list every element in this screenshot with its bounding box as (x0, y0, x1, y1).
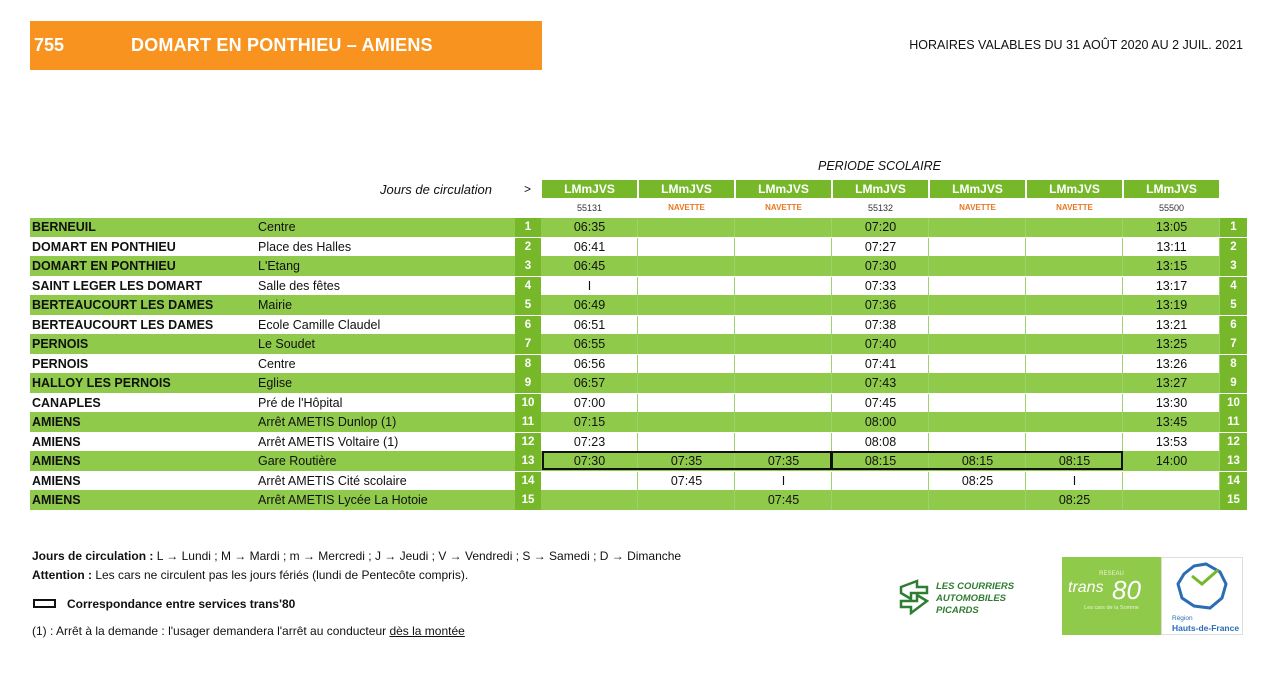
stop-number-right: 2 (1220, 238, 1247, 257)
courriers-line-3: PICARDS (936, 605, 979, 616)
time-cell (930, 374, 1026, 393)
commune-name: AMIENS (32, 434, 81, 449)
stop-number: 1 (515, 218, 541, 237)
column-days-7: LMmJVS (1124, 180, 1219, 198)
time-cell (542, 491, 638, 510)
time-cell: 13:53 (1124, 433, 1220, 452)
time-cell (930, 316, 1026, 335)
table-row (30, 491, 1247, 510)
time-cell (930, 296, 1026, 315)
correspondence-legend: Correspondance entre services trans'80 (67, 597, 296, 611)
time-cell: 13:19 (1124, 296, 1220, 315)
region-name: Hauts-de-France (1172, 623, 1240, 633)
time-cell: 07:30 (833, 257, 929, 276)
stop-number-right: 14 (1220, 472, 1247, 491)
time-cell (1027, 413, 1123, 432)
stop-number: 12 (515, 433, 541, 452)
time-cell (1027, 238, 1123, 257)
time-cell: 08:00 (833, 413, 929, 432)
time-cell (930, 335, 1026, 354)
trans80-tagline: Les cars de la Somme (1084, 605, 1139, 611)
column-days-5: LMmJVS (930, 180, 1025, 198)
commune-name: AMIENS (32, 454, 81, 468)
stop-number-right: 10 (1220, 394, 1247, 413)
stop-number: 3 (515, 257, 541, 276)
correspondence-symbol (33, 599, 56, 608)
commune-name: BERNEUIL (32, 220, 96, 234)
stop-name: Arrêt AMETIS Dunlop (1) (258, 415, 397, 429)
time-cell: 07:41 (833, 355, 929, 374)
commune-name: AMIENS (32, 415, 81, 429)
stop-number-right: 5 (1220, 296, 1247, 315)
stop-number-right: 15 (1220, 491, 1247, 510)
stop-number-right: 9 (1220, 374, 1247, 393)
time-cell: 07:27 (833, 238, 929, 257)
time-cell (1027, 218, 1123, 237)
trans80-number: 80 (1112, 575, 1141, 605)
commune-name: SAINT LEGER LES DOMART (32, 278, 203, 293)
time-cell (1027, 433, 1123, 452)
table-row (30, 257, 1247, 276)
courriers-arrow-icon (897, 579, 931, 615)
time-cell: 13:05 (1124, 218, 1220, 237)
time-cell: 08:15 (1027, 452, 1123, 471)
time-cell (639, 433, 735, 452)
time-cell (736, 238, 832, 257)
time-cell (736, 355, 832, 374)
column-days-3: LMmJVS (736, 180, 831, 198)
on-demand-text: (1) : Arrêt à la demande : l'usager demandera l'arrêt au conducteur (32, 624, 390, 638)
time-cell: I (542, 277, 638, 296)
time-cell: 06:56 (542, 355, 638, 374)
stop-name: Arrêt AMETIS Lycée La Hotoie (258, 493, 428, 507)
time-cell: 07:15 (542, 413, 638, 432)
column-navette-3: NAVETTE (765, 203, 802, 212)
table-row (30, 413, 1247, 432)
time-cell (736, 335, 832, 354)
time-cell (1027, 257, 1123, 276)
time-cell: I (1027, 472, 1123, 491)
courriers-line-1: LES COURRIERS (936, 581, 1015, 592)
trans80-reseau: RESEAU (1099, 571, 1124, 577)
stop-name: Eglise (258, 376, 293, 390)
stop-number: 15 (515, 491, 541, 510)
time-cell: 07:36 (833, 296, 929, 315)
stop-name: Pré de l'Hôpital (258, 395, 343, 410)
time-cell (736, 277, 832, 296)
time-cell (833, 491, 929, 510)
time-cell: 07:38 (833, 316, 929, 335)
time-cell (639, 413, 735, 432)
commune-name: PERNOIS (32, 337, 89, 351)
time-cell (930, 491, 1026, 510)
stop-number: 8 (515, 355, 541, 374)
time-cell: 13:21 (1124, 316, 1220, 335)
courriers-line-2: AUTOMOBILES (936, 593, 1007, 604)
table-row (30, 277, 1247, 296)
time-cell: 07:20 (833, 218, 929, 237)
time-cell: 07:35 (639, 452, 735, 471)
stop-name: Arrêt AMETIS Cité scolaire (258, 473, 407, 488)
stop-number: 9 (515, 374, 541, 393)
table-row (30, 296, 1247, 315)
days-of-service-label: Jours de circulation (380, 182, 492, 197)
time-cell (639, 296, 735, 315)
time-cell (930, 413, 1026, 432)
stop-number: 7 (515, 335, 541, 354)
attention-note (32, 568, 468, 582)
time-cell (1124, 472, 1220, 491)
table-row (30, 374, 1247, 393)
table-row (30, 433, 1247, 452)
time-cell (930, 355, 1026, 374)
time-cell (639, 355, 735, 374)
time-cell: 14:00 (1124, 452, 1220, 471)
time-cell: 07:40 (833, 335, 929, 354)
stop-number-right: 3 (1220, 257, 1247, 276)
time-cell (639, 316, 735, 335)
on-demand-underlined: dès la montée (389, 624, 465, 638)
table-row (30, 394, 1247, 413)
time-cell: 07:45 (833, 394, 929, 413)
trans80-logo (1062, 557, 1161, 635)
time-cell: 08:08 (833, 433, 929, 452)
table-row (30, 238, 1247, 257)
time-cell (736, 374, 832, 393)
time-cell (930, 218, 1026, 237)
route-name: DOMART EN PONTHIEU – AMIENS (131, 35, 433, 55)
column-days-1: LMmJVS (542, 180, 637, 198)
time-cell: 07:00 (542, 394, 638, 413)
time-cell: 08:25 (930, 472, 1026, 491)
stop-number-right: 11 (1220, 413, 1247, 432)
time-cell: 06:51 (542, 316, 638, 335)
time-cell: 08:15 (930, 452, 1026, 471)
table-row (30, 316, 1247, 335)
time-cell (1027, 335, 1123, 354)
time-cell (1124, 491, 1220, 510)
column-navette-2: NAVETTE (668, 203, 705, 212)
region-small: Région (1172, 615, 1193, 622)
time-cell: 07:23 (542, 433, 638, 452)
time-cell: 13:25 (1124, 335, 1220, 354)
column-navette-6: NAVETTE (1056, 203, 1093, 212)
column-days-2: LMmJVS (639, 180, 734, 198)
time-cell: 13:17 (1124, 277, 1220, 296)
region-logo (1161, 557, 1243, 635)
stop-number-right: 1 (1220, 218, 1247, 237)
time-cell (639, 335, 735, 354)
stop-name: Salle des fêtes (258, 278, 340, 293)
commune-name: PERNOIS (32, 356, 89, 371)
stop-number: 11 (515, 413, 541, 432)
stop-name: Centre (258, 356, 296, 371)
time-cell (542, 472, 638, 491)
column-service-number-7: 55500 (1158, 203, 1185, 213)
time-cell (639, 374, 735, 393)
time-cell: 08:15 (833, 452, 929, 471)
validity-dates: HORAIRES VALABLES DU 31 AOÛT 2020 AU 2 JUIL. 2021 (909, 38, 1243, 52)
time-cell (930, 257, 1026, 276)
correspondence-box-1 (542, 451, 832, 470)
time-cell: 08:25 (1027, 491, 1123, 510)
stop-number-right: 7 (1220, 335, 1247, 354)
column-navette-5: NAVETTE (959, 203, 996, 212)
commune-name: BERTEAUCOURT LES DAMES (32, 317, 214, 332)
period-label: PERIODE SCOLAIRE (818, 159, 941, 173)
commune-name: CANAPLES (32, 395, 101, 410)
stop-name: L'Etang (258, 259, 301, 273)
time-cell (736, 218, 832, 237)
stop-number: 13 (515, 452, 541, 471)
attention-title: Attention : (32, 568, 92, 582)
time-cell (639, 491, 735, 510)
time-cell: 13:30 (1124, 394, 1220, 413)
time-cell (930, 238, 1026, 257)
time-cell (639, 394, 735, 413)
time-cell: 06:49 (542, 296, 638, 315)
stop-name: Centre (258, 220, 296, 234)
stop-number-right: 13 (1220, 452, 1247, 471)
time-cell (1027, 277, 1123, 296)
time-cell (930, 394, 1026, 413)
stop-name: Arrêt AMETIS Voltaire (1) (258, 434, 399, 449)
commune-name: AMIENS (32, 493, 81, 507)
time-cell (736, 433, 832, 452)
column-days-4: LMmJVS (833, 180, 928, 198)
attention-text: Les cars ne circulent pas les jours fériés (lundi de Pentecôte compris). (91, 568, 469, 582)
stop-name: Gare Routière (258, 454, 337, 468)
time-cell: 07:45 (736, 491, 832, 510)
time-cell (639, 218, 735, 237)
stop-name: Mairie (258, 298, 293, 312)
time-cell: 13:45 (1124, 413, 1220, 432)
commune-name: BERTEAUCOURT LES DAMES (32, 298, 214, 312)
time-cell (736, 413, 832, 432)
time-cell: 07:45 (639, 472, 735, 491)
commune-name: DOMART EN PONTHIEU (32, 259, 176, 273)
column-days-6: LMmJVS (1027, 180, 1122, 198)
commune-name: HALLOY LES PERNOIS (32, 376, 171, 390)
time-cell: 06:57 (542, 374, 638, 393)
time-cell (639, 238, 735, 257)
time-cell (736, 316, 832, 335)
stop-name: Ecole Camille Claudel (258, 317, 381, 332)
stop-number: 5 (515, 296, 541, 315)
time-cell (833, 472, 929, 491)
stop-number: 6 (515, 316, 541, 335)
time-cell (1027, 374, 1123, 393)
stop-name: Place des Halles (258, 239, 352, 254)
days-arrow: > (524, 182, 532, 196)
route-header (30, 21, 542, 70)
route-number: 755 (34, 35, 65, 55)
correspondence-box-2 (831, 451, 1123, 470)
time-cell: 06:55 (542, 335, 638, 354)
time-cell (639, 277, 735, 296)
stop-number: 14 (515, 472, 541, 491)
days-legend-text: L → Lundi ; M → Mardi ; m → Mercredi ; J → Jeudi ; V → Vendredi ; S → Samedi ; D → Dimanche (153, 549, 682, 563)
time-cell: 13:26 (1124, 355, 1220, 374)
table-row (30, 355, 1247, 374)
time-cell: 07:35 (736, 452, 832, 471)
table-row (30, 335, 1247, 354)
time-cell: 13:11 (1124, 238, 1220, 257)
stop-number-right: 4 (1220, 277, 1247, 296)
time-cell (930, 433, 1026, 452)
time-cell (1027, 296, 1123, 315)
days-legend (32, 549, 681, 563)
time-cell (736, 257, 832, 276)
stop-number: 2 (515, 238, 541, 257)
time-cell: I (736, 472, 832, 491)
time-cell (1027, 316, 1123, 335)
stop-name: Le Soudet (258, 337, 315, 351)
time-cell: 06:35 (542, 218, 638, 237)
time-cell (1027, 355, 1123, 374)
trans80-name: trans (1068, 579, 1104, 596)
time-cell: 07:30 (542, 452, 638, 471)
time-cell: 06:41 (542, 238, 638, 257)
time-cell: 13:27 (1124, 374, 1220, 393)
stop-number: 4 (515, 277, 541, 296)
table-row (30, 472, 1247, 491)
france-map-icon (1172, 562, 1232, 612)
column-service-number-4: 55132 (867, 203, 894, 213)
time-cell (639, 257, 735, 276)
time-cell: 06:45 (542, 257, 638, 276)
stop-number-right: 6 (1220, 316, 1247, 335)
column-service-number-1: 55131 (576, 203, 603, 213)
time-cell (736, 296, 832, 315)
stop-number-right: 8 (1220, 355, 1247, 374)
table-row (30, 218, 1247, 237)
time-cell: 07:33 (833, 277, 929, 296)
stop-number-right: 12 (1220, 433, 1247, 452)
commune-name: AMIENS (32, 473, 81, 488)
commune-name: DOMART EN PONTHIEU (32, 239, 176, 254)
time-cell: 13:15 (1124, 257, 1220, 276)
days-legend-title: Jours de circulation : (32, 549, 154, 563)
time-cell (1027, 394, 1123, 413)
stop-number: 10 (515, 394, 541, 413)
time-cell (930, 277, 1026, 296)
courriers-picards-logo (897, 579, 1027, 619)
on-demand-note (32, 624, 465, 638)
time-cell (736, 394, 832, 413)
time-cell: 07:43 (833, 374, 929, 393)
